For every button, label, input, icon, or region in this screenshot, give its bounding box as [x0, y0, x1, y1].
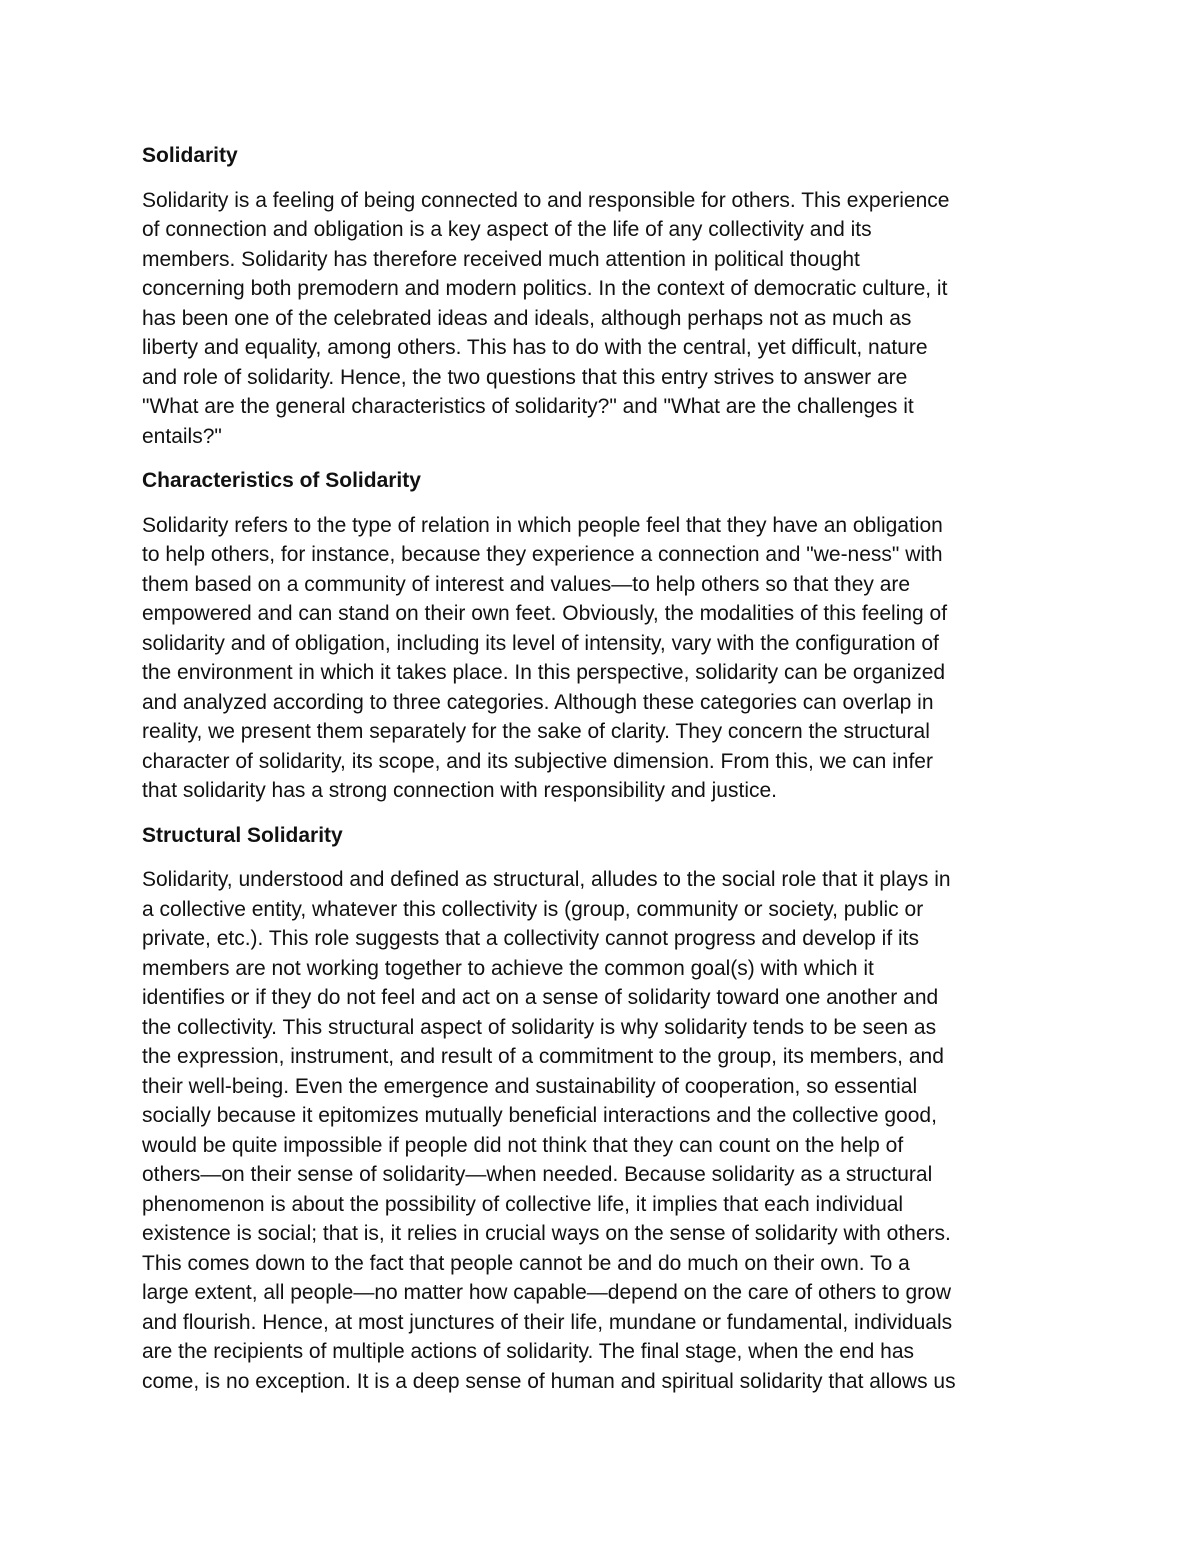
text-line: existence is social; that is, it relies in crucial ways on the sense of solidarity with others.	[142, 1222, 951, 1245]
text-line: identifies or if they do not feel and act on a sense of solidarity toward one another and	[142, 986, 939, 1009]
text-line: would be quite impossible if people did not think that they can count on the help of	[142, 1133, 904, 1157]
section-solidarity	[142, 141, 1057, 451]
text-line: liberty and equality, among others. This has to do with the central, yet difficult, nature	[142, 336, 928, 359]
text-line: to help others, for instance, because they experience a connection and "we-ness" with	[142, 543, 943, 566]
section-heading: Structural Solidarity	[142, 823, 343, 847]
text-line: members. Solidarity has therefore received much attention in political thought	[142, 247, 860, 271]
text-line: others—on their sense of solidarity—when needed. Because solidarity as a structural	[142, 1163, 933, 1186]
text-line: has been one of the celebrated ideas and ideals, although perhaps not as much as	[142, 306, 912, 330]
text-line: reality, we present them separately for the sake of clarity. They concern the structural	[142, 720, 930, 743]
text-line: and analyzed according to three categories. Although these categories can overlap in	[142, 690, 934, 714]
text-line: large extent, all people—no matter how capable—depend on the care of others to grow	[142, 1281, 952, 1304]
text-line: "What are the general characteristics of solidarity?" and "What are the challenges it	[142, 395, 914, 418]
text-line: phenomenon is about the possibility of collective life, it implies that each individual	[142, 1192, 904, 1216]
text-line: the expression, instrument, and result of a commitment to the group, its members, and	[142, 1045, 944, 1068]
text-line: solidarity and of obligation, including its level of intensity, vary with the configuration of	[142, 631, 939, 655]
text-line: come, is no exception. It is a deep sense of human and spiritual solidarity that allows us	[142, 1369, 956, 1393]
text-line: and flourish. Hence, at most junctures of their life, mundane or fundamental, individuals	[142, 1310, 953, 1334]
section-heading: Solidarity	[142, 144, 238, 167]
text-line: concerning both premodern and modern politics. In the context of democratic culture, it	[142, 277, 948, 300]
section-paragraph	[142, 511, 1057, 806]
section-heading: Characteristics of Solidarity	[142, 469, 421, 492]
text-line: Solidarity refers to the type of relation in which people feel that they have an obligation	[142, 513, 943, 537]
section-paragraph	[142, 865, 1057, 1396]
section-characteristics	[142, 466, 1057, 806]
text-line: Solidarity, understood and defined as structural, alludes to the social role that it plays in	[142, 868, 951, 891]
section-paragraph	[142, 186, 1057, 452]
text-line: and role of solidarity. Hence, the two questions that this entry strives to answer are	[142, 365, 908, 389]
text-line: entails?"	[142, 424, 222, 448]
text-line: character of solidarity, its scope, and its subjective dimension. From this, we can infer	[142, 749, 933, 773]
text-line: that solidarity has a strong connection with responsibility and justice.	[142, 779, 778, 802]
text-line: them based on a community of interest and values—to help others so that they are	[142, 572, 911, 596]
text-line: a collective entity, whatever this collectivity is (group, community or society, public or	[142, 897, 924, 921]
text-line: This comes down to the fact that people cannot be and do much on their own. To a	[142, 1251, 910, 1275]
text-line: Solidarity is a feeling of being connected to and responsible for others. This experience	[142, 188, 950, 212]
text-line: socially because it epitomizes mutually beneficial interactions and the collective good,	[142, 1104, 937, 1127]
text-line: the collectivity. This structural aspect of solidarity is why solidarity tends to be seen as	[142, 1015, 937, 1039]
text-line: private, etc.). This role suggests that a collectivity cannot progress and develop if its	[142, 927, 919, 950]
document-page	[142, 141, 1057, 1411]
text-line: their well-being. Even the emergence and sustainability of cooperation, so essential	[142, 1074, 918, 1098]
section-structural-solidarity	[142, 821, 1057, 1397]
text-line: are the recipients of multiple actions of solidarity. The final stage, when the end has	[142, 1340, 914, 1363]
text-line: empowered and can stand on their own feet. Obviously, the modalities of this feeling of	[142, 602, 948, 625]
text-line: of connection and obligation is a key aspect of the life of any collectivity and its	[142, 218, 872, 241]
text-line: members are not working together to achieve the common goal(s) with which it	[142, 956, 874, 980]
text-line: the environment in which it takes place. In this perspective, solidarity can be organized	[142, 661, 946, 684]
